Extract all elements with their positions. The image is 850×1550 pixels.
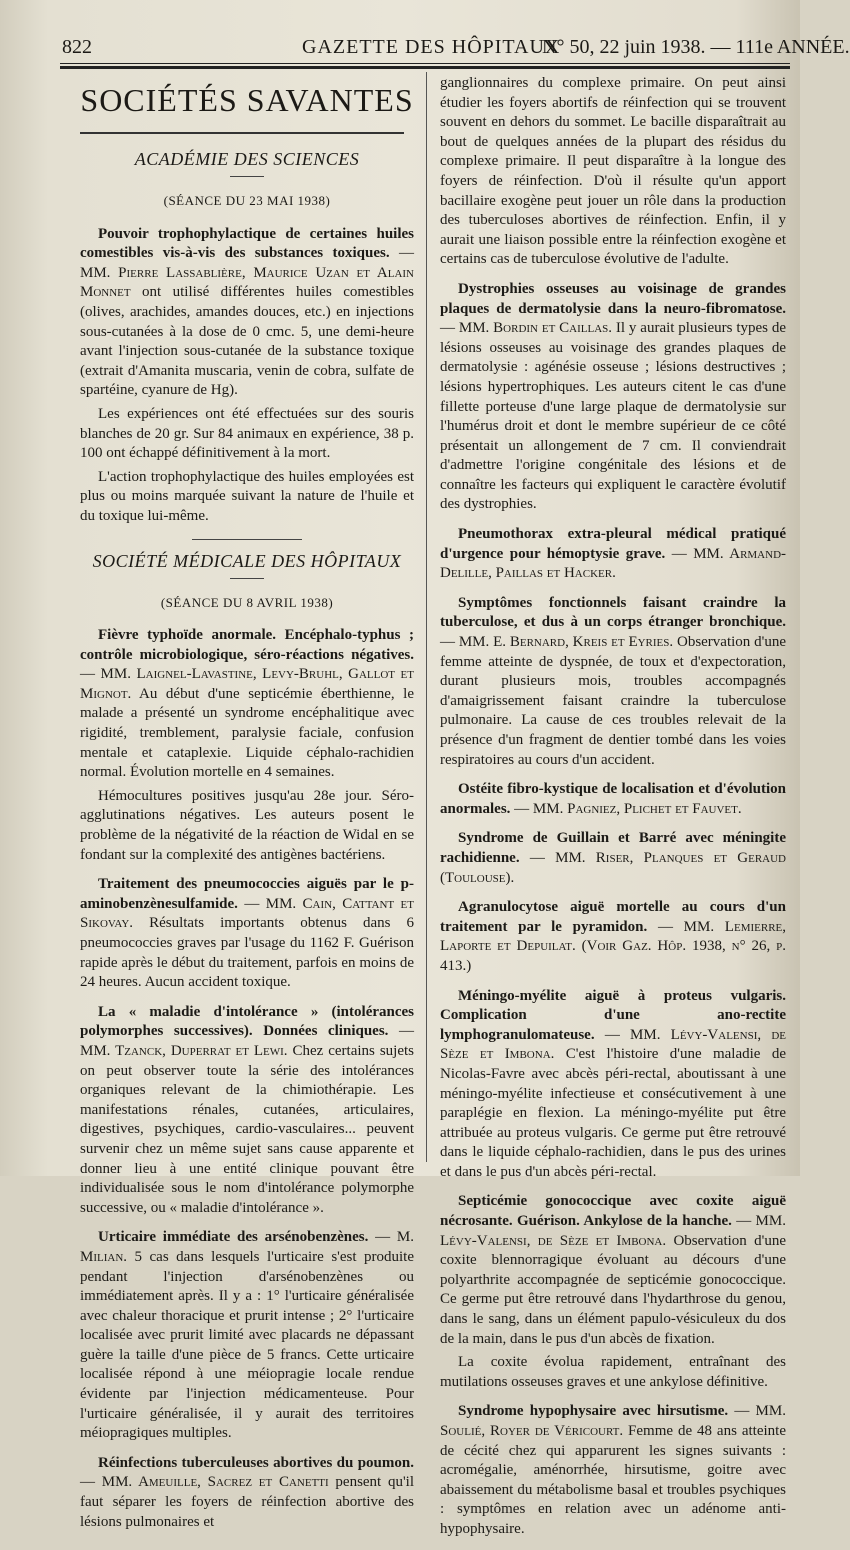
article-title: Urticaire immédiate des arsénobenzènes. bbox=[98, 1229, 369, 1246]
article-text: Les expériences ont été effectuées sur des souris blanches de 20 gr. Sur 84 animaux en expérience, 38 p. 100 ont échappé définitivement à la mort. bbox=[80, 405, 414, 462]
article-title: Septicémie gonococcique avec coxite aiguë nécrosante. Guérison. Ankylose de la hanche. bbox=[440, 1193, 786, 1230]
article-text: 5 cas dans lesquels l'urticaire s'est produite pendant l'injection d'arsénobenzènes ou immédiatement après. Il y a : 1° l'urticaire généralisée avec chaleur thoracique et prurit intense ; 2° l'urticaire localisée avec prurit limité avec placards ne dépassant guère la taille d'une pièce de 5 francs. Cette urticaire localisée répond à une méiopragie locale rendue évidente par l'injection médicamenteuse. Pour l'urticaire généralisée, il y aurait des territoires méiopragiques multiples. bbox=[80, 1248, 415, 1442]
article-title: La « maladie d'intolérance » (intolérances polymorphes successives). Données cliniques. bbox=[80, 1003, 414, 1040]
article-title: Réinfections tuberculeuses abortives du poumon. bbox=[98, 1454, 414, 1471]
page-number: 822 bbox=[62, 36, 92, 58]
article-authors: — MM. Soulié, Royer de Véricourt. bbox=[440, 1403, 786, 1439]
section-title-societe-medicale: SOCIÉTÉ MÉDICALE DES HÔPITAUX bbox=[92, 550, 402, 571]
article-title: Ostéite fibro-kystique de localisation et d'évolution anormales. bbox=[440, 781, 786, 817]
article-title: Traitement des pneumococcies aiguës par le p-aminobenzènesulfamide. bbox=[80, 876, 414, 912]
article-continued bbox=[440, 74, 786, 270]
column-divider bbox=[426, 72, 427, 1162]
title-rule bbox=[80, 132, 404, 134]
section-title-academie: ACADÉMIE DES SCIENCES bbox=[134, 149, 360, 169]
article-title: Agranulocytose aiguë mortelle au cours d'un traitement par le pyramidon. bbox=[440, 899, 786, 935]
main-title: SOCIÉTÉS SAVANTES bbox=[80, 82, 414, 118]
article-authors: — MM. E. Bernard, Kreis et Eyries. bbox=[440, 634, 674, 651]
article-authors: — MM. Tzanck, Duperrat et Lewi. bbox=[80, 1023, 414, 1059]
section-rule bbox=[230, 176, 264, 177]
article bbox=[80, 875, 414, 993]
article-title: Pouvoir trophophylactique de certaines huiles comestibles vis-à-vis des substances toxiques. bbox=[80, 225, 414, 262]
article bbox=[440, 898, 786, 976]
header-rule bbox=[60, 63, 790, 69]
article bbox=[440, 780, 786, 819]
article-title: Fièvre typhoïde anormale. Encéphalo-typhus ; contrôle microbiologique, séro-réactions négatives. bbox=[80, 627, 414, 663]
article-authors: — MM. Riser, Planques et Geraud (Toulouse). bbox=[440, 849, 786, 886]
article bbox=[80, 1003, 414, 1219]
session-date: (SÉANCE DU 8 AVRIL 1938) bbox=[160, 594, 334, 610]
article bbox=[80, 626, 414, 865]
article-authors: — MM. Bordin et Caillas. bbox=[440, 320, 613, 337]
journal-title: GAZETTE DES HÔPITAUX bbox=[302, 36, 561, 58]
section-rule bbox=[192, 539, 302, 540]
article-text: Au début d'une septicémie éberthienne, le malade a présenté un syndrome encéphalitique avec rigidité, tremblement, paralysie faciale, confusion mentale et cataplexie. Liquide céphalo-rachidien normal. Évolution mortelle en 4 semaines. bbox=[80, 685, 414, 781]
article-text: Observation d'une femme atteinte de dyspnée, de toux et d'expectoration, durant plusieurs mois, troubles accompagnés d'amaigrissement faisant craindre la tuberculose pulmonaire. La cause de ces troubles relevait de la présence d'un fragment de dentier tombé dans les voies respiratoires au cours d'un accident. bbox=[440, 634, 786, 768]
article-text: pensent qu'il faut séparer les foyers de réinfection abortive des lésions pulmonaires et bbox=[80, 1474, 414, 1530]
issue-info: N° 50, 22 juin 1938. — 111e ANNÉE. bbox=[542, 36, 850, 58]
article-text: ont utilisé différentes huiles comestibles (olives, arachides, amandes douces, etc.) en injections sous-cutanées à la dose de 0 cmc. 5, une demi-heure avant l'injection sous-cutanée de la substance toxique (extrait d'Amanita muscaria, venin de cobra, sulfate de spartéine, cyanure de Hg). bbox=[80, 284, 415, 399]
article bbox=[440, 1192, 786, 1392]
article-authors: — MM. Cain, Cattant et Sikovay. bbox=[80, 895, 414, 932]
article-text: Il y aurait plusieurs types de lésions osseuses au voisinage des grandes plaques de dermatolysie : agénésie osseuse ; lésions destructives ; lésions hypertrophiques. Les auteurs citent le cas d'une fillette porteuse d'une large plaque de dermatolysie sur l'humérus droit et dont le membre supérieur de ce côté présentait un allongement de 7 cm. Il conviendrait d'admettre l'origine congénitale des lésions et de connaître les facteurs qui expliquent le caractère évolutif des dystrophies. bbox=[440, 320, 787, 513]
article-title: Syndrome hypophysaire avec hirsutisme. bbox=[458, 1403, 729, 1420]
left-column bbox=[80, 74, 414, 1542]
article bbox=[80, 1454, 414, 1532]
article-title: Méningo-myélite aiguë à proteus vulgaris. Complication d'une ano-rectite lymphogranulomateuse. bbox=[440, 987, 786, 1043]
article-authors: — MM. Armand-Delille, Paillas et Hacker. bbox=[440, 545, 787, 582]
page-header bbox=[62, 34, 850, 64]
article-text: Femme de 48 ans atteinte de cécité chez qui apparurent les signes suivants : acromégalie, aménorrhée, hirsutisme, goitre avec abaissement du métabolisme basal et troubles psychiques : symptômes en relation avec un adénome anti-hypophysaire. bbox=[440, 1423, 786, 1537]
article bbox=[80, 1228, 414, 1444]
article-authors: — MM. Pierre Lassablière, Maurice Uzan et Alain Monnet bbox=[80, 245, 414, 301]
article-authors: — MM. Lemierre, Laporte et Depuilat. (Voir Gaz. Hôp. 1938, n° 26, p. 413.) bbox=[440, 918, 786, 974]
article-text: ganglionnaires du complexe primaire. On peut ainsi étudier les foyers abortifs de réinfection qui se trouvent souvent en dehors du sommet. Le bacille disparaîtrait au bout de quelques années de la plupart des résidus du complexe primaire. Il peut disparaître à la longue des foyers de réinfection. D'où il résulte qu'un apport bacillaire exogène peut jouer un rôle dans la production des tuberculoses abortives de réinfection. Enfin, il y aurait une liaison possible entre la réinfection exogène et certains cas de tuberculose évolutive de l'adulte. bbox=[440, 75, 786, 268]
article-text: La coxite évolua rapidement, entraînant des mutilations osseuses graves et une ankylose définitive. bbox=[440, 1354, 786, 1390]
article bbox=[440, 280, 786, 515]
session-date: (SÉANCE DU 23 MAI 1938) bbox=[163, 193, 331, 208]
article-text: Chez certains sujets on peut observer toute la série des intolérances organiques relevant de la chimiothérapie. Les manifestations rénales, cutanées, articulaires, digestives, psychiques, cardio-vasculaires... peuvent survenir chez un même sujet sans cause apparente et donner lieu à une entité clinique pouvant être individualisée sous le nom d'intolérance polymorphe successive, ou « maladie d'intolérance ». bbox=[80, 1042, 414, 1216]
article-text: C'est l'histoire d'une maladie de Nicolas-Favre avec abcès péri-rectal, aboutissant à une méningo-myélite infectieuse et consécutivement à une paraplégie en flexion. La méningo-myélite put être attribuée au proteus vulgaris. Ce germe put être retrouvé dans le liquide céphalo-rachidien, dans le pus des urines et dans le pus d'un abcès péri-rectal. bbox=[440, 1046, 786, 1180]
article-authors: — MM. Pagniez, Plichet et Fauvet. bbox=[514, 800, 742, 817]
article bbox=[440, 594, 786, 770]
article-authors: — MM. Lévy-Valensi, de Sèze et Imbona. bbox=[440, 1026, 786, 1063]
section-rule bbox=[230, 578, 264, 579]
article-text: Résultats importants obtenus dans 6 pneumococcies graves par l'usage du 1162 F. Guérison rapide après le début du traitement, parfois en moins de 24 heures. Aucun accident toxique. bbox=[80, 915, 414, 991]
article-authors: — MM. Laignel-Lavastine, Levy-Bruhl, Gallot et Mignot. bbox=[80, 666, 414, 702]
article-authors: — M. Milian. bbox=[80, 1229, 414, 1265]
article bbox=[440, 987, 786, 1183]
right-column bbox=[440, 74, 786, 1550]
article bbox=[440, 829, 786, 888]
article bbox=[80, 225, 414, 527]
article-title: Dystrophies osseuses au voisinage de grandes plaques de dermatolysie dans la neuro-fibromatose. bbox=[440, 280, 786, 317]
article-authors: — MM. Lévy-Valensi, de Sèze et Imbona. bbox=[440, 1213, 786, 1249]
article-text: Hémocultures positives jusqu'au 28e jour. Séro-agglutinations négatives. Les auteurs posent le problème de la négativité de la réaction de Widal en se fondant sur la complexité des antigènes bactériens. bbox=[80, 787, 414, 863]
article-title: Syndrome de Guillain et Barré avec méningite rachidienne. bbox=[440, 830, 786, 866]
article bbox=[440, 1402, 786, 1539]
article-authors: — MM. Ameuille, Sacrez et Canetti bbox=[80, 1474, 329, 1491]
article-title: Symptômes fonctionnels faisant craindre la tuberculose, et dus à un corps étranger bronchique. bbox=[440, 594, 786, 631]
article-title: Pneumothorax extra-pleural médical pratiqué d'urgence pour hémoptysie grave. bbox=[440, 526, 786, 562]
article-text: L'action trophophylactique des huiles employées est plus ou moins marquée suivant la nature de l'huile et du toxique lui-même. bbox=[80, 468, 414, 524]
article-text: Observation d'une coxite blennorragique évoluant au décours d'une polyarthrite accompagnée de septicémie gonococcique. Ce germe put être retrouvé dans l'hydarthrose du genou, dans le sang, dans un élément papulo-vésiculeux du dos de la main, dans le pus d'un abcès de fixation. bbox=[440, 1232, 786, 1347]
article bbox=[440, 525, 786, 584]
